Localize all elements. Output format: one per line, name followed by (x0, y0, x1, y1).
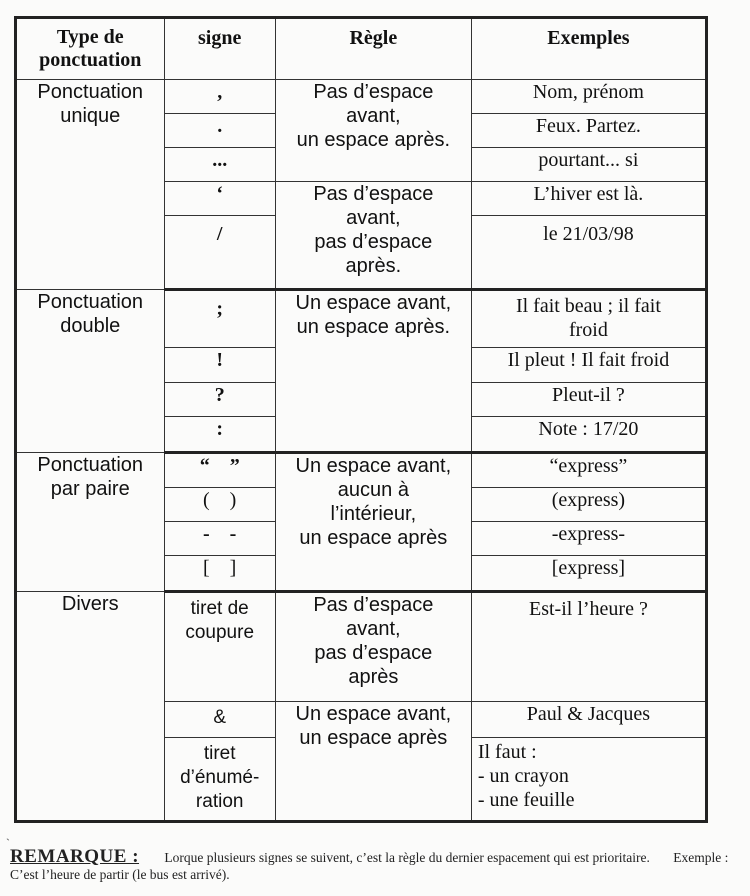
example-enumeration (471, 738, 706, 822)
table-row (16, 290, 707, 348)
sign-exclamation: ! (164, 348, 275, 383)
scan-mark: ` (6, 836, 10, 850)
header-type-line1: Type de (56, 26, 124, 48)
type-pair-line1: Ponctuation (37, 454, 144, 476)
sign-parentheses: ( ) (164, 488, 275, 522)
header-type-line2: ponctuation (39, 49, 142, 71)
rule-line: Pas d’espace (313, 81, 434, 103)
type-double (16, 290, 165, 453)
header-type (16, 18, 165, 80)
remark-title: REMARQUE : (10, 846, 140, 867)
rule-line: un espace après (299, 727, 448, 749)
example-line: - un crayon (477, 765, 569, 787)
rule-line: aucun à (337, 479, 409, 501)
example-ampersand: Paul & Jacques (471, 702, 706, 738)
sign-ampersand: & (164, 702, 275, 738)
example-apostrophe: L’hiver est là. (471, 182, 706, 216)
sign-apostrophe: ‘ (164, 182, 275, 216)
example-semicolon (471, 290, 706, 348)
sign-period: . (164, 114, 275, 148)
punctuation-table (14, 16, 708, 823)
rule-unique-1 (275, 80, 471, 182)
example-line: Il fait beau ; il fait (515, 295, 661, 317)
sign-quotes: “ ” (164, 453, 275, 488)
rule-line: pas d’espace (314, 642, 433, 664)
example-colon: Note : 17/20 (471, 417, 706, 453)
rule-line: après (348, 666, 399, 688)
example-period: Feux. Partez. (471, 114, 706, 148)
rule-line: pas d’espace (314, 231, 433, 253)
rule-misc-2 (275, 702, 471, 822)
sign-semicolon: ; (164, 290, 275, 348)
rule-line: Pas d’espace (313, 183, 434, 205)
rule-line: Un espace avant, (295, 703, 452, 725)
rule-line: avant, (346, 105, 401, 127)
rule-line: Un espace avant, (295, 455, 452, 477)
type-unique (16, 80, 165, 290)
sign-line: tiret de (190, 598, 249, 619)
example-brackets: [express] (471, 556, 706, 592)
example-hyphenation: Est-il l’heure ? (471, 592, 706, 702)
example-line: Il faut : (477, 741, 537, 763)
type-double-line2: double (60, 315, 121, 337)
example-parentheses: (express) (471, 488, 706, 522)
sign-line: tiret (203, 743, 236, 764)
example-quotes: “express” (471, 453, 706, 488)
type-unique-line2: unique (60, 105, 121, 127)
example-line: froid (568, 319, 608, 341)
sign-brackets: [ ] (164, 556, 275, 592)
rule-line: un espace après. (296, 316, 451, 338)
sign-comma: , (164, 80, 275, 114)
example-exclamation: Il pleut ! Il fait froid (471, 348, 706, 383)
header-examples: Exemples (471, 18, 706, 80)
table-row (16, 592, 707, 702)
type-pair (16, 453, 165, 592)
sign-line: coupure (185, 622, 255, 643)
example-line: - une feuille (477, 789, 575, 811)
rule-line: Pas d’espace (313, 594, 434, 616)
header-sign: signe (164, 18, 275, 80)
sign-dashes: - - (164, 522, 275, 556)
example-slash: le 21/03/98 (471, 216, 706, 290)
type-pair-line2: par paire (50, 478, 130, 500)
sign-ellipsis: ... (164, 148, 275, 182)
rule-line: l’intérieur, (330, 503, 417, 525)
sign-hyphenation (164, 592, 275, 702)
rule-line: Un espace avant, (295, 292, 452, 314)
table-row (16, 80, 707, 114)
rule-line: après. (345, 255, 402, 277)
sign-line: ration (195, 791, 244, 812)
sign-line: d’énumé- (180, 767, 260, 788)
remark-text: Lorque plusieurs signes se suivent, c’est la règle du dernier espacement qui est prioritaire. (164, 850, 650, 865)
table-row (16, 453, 707, 488)
remark-block (10, 848, 748, 883)
sign-enumeration-dash (164, 738, 275, 822)
header-rule: Règle (275, 18, 471, 80)
rule-double (275, 290, 471, 453)
rule-unique-2 (275, 182, 471, 290)
remark-example: Exemple : C’est l’heure de partir (le bus est arrivé). (10, 850, 729, 882)
example-ellipsis: pourtant... si (471, 148, 706, 182)
example-comma: Nom, prénom (471, 80, 706, 114)
rule-line: avant, (346, 618, 401, 640)
type-unique-line1: Ponctuation (37, 81, 144, 103)
rule-line: avant, (346, 207, 401, 229)
example-dashes: -express- (471, 522, 706, 556)
sign-slash: / (164, 216, 275, 290)
example-question: Pleut-il ? (471, 383, 706, 417)
header-row (16, 18, 707, 80)
rule-line: un espace après (299, 527, 448, 549)
rule-misc-1 (275, 592, 471, 702)
sign-question: ? (164, 383, 275, 417)
type-misc: Divers (16, 592, 165, 822)
rule-line: un espace après. (296, 129, 451, 151)
sign-colon: : (164, 417, 275, 453)
type-double-line1: Ponctuation (37, 291, 144, 313)
rule-pair (275, 453, 471, 592)
